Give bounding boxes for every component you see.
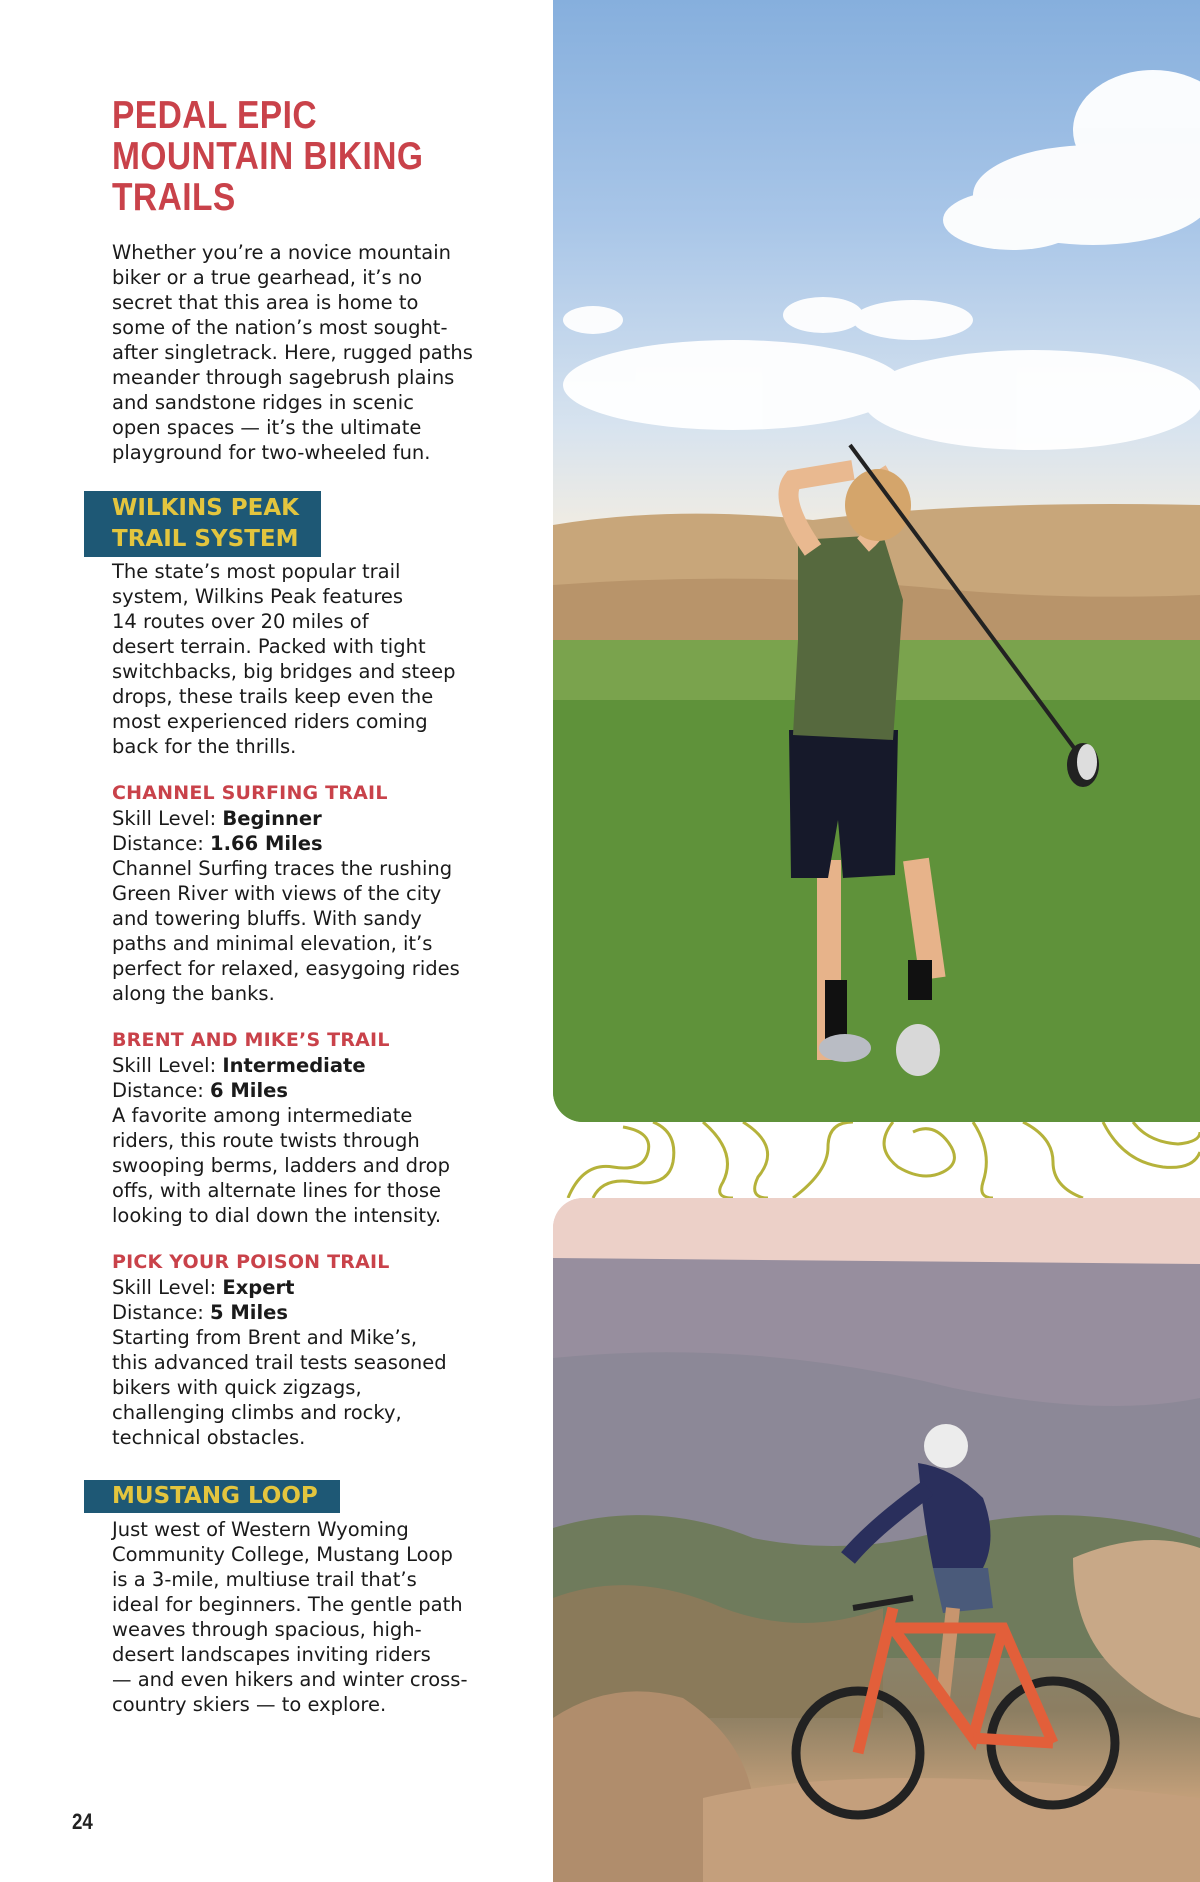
trail-channel-surfing (112, 781, 482, 1006)
distance (112, 1078, 482, 1103)
trail-brent-and-mikes (112, 1028, 482, 1228)
mustang-loop-description: Just west of Western Wyoming Community College, Mustang Loop is a 3-mile, multiuse trail that’s ideal for beginners. The gentle path weaves through spacious, high- desert landscapes inviting riders — and even hikers and winter cross- country skiers — to explore. (112, 1518, 468, 1716)
skill-label: Skill Level: (112, 807, 223, 830)
distance-label: Distance: (112, 1079, 211, 1102)
skill-value: Intermediate (222, 1054, 366, 1077)
page-title (112, 95, 430, 218)
skill-level (112, 1275, 482, 1300)
skill-level (112, 1053, 482, 1078)
mustang-loop-heading: MUSTANG LOOP (84, 1480, 340, 1513)
distance-label: Distance: (112, 1301, 211, 1324)
distance-value: 1.66 Miles (210, 832, 323, 855)
topographic-decoration (553, 1122, 1200, 1198)
golf-photo-illustration (553, 0, 1200, 1122)
golf-photo (553, 0, 1200, 1122)
skill-value: Beginner (222, 807, 322, 830)
skill-value: Expert (222, 1276, 295, 1299)
topo-lines (553, 1122, 1200, 1198)
distance-label: Distance: (112, 832, 211, 855)
skill-label: Skill Level: (112, 1276, 223, 1299)
wilkins-peak-heading: WILKINS PEAK TRAIL SYSTEM (84, 491, 321, 557)
clouds (563, 70, 1200, 450)
trail-name: PICK YOUR POISON TRAIL (112, 1251, 390, 1273)
mountain-bike-photo (553, 1198, 1200, 1882)
trail-description: A favorite among intermediate riders, this route twists through swooping berms, ladders and drop offs, with alternate lines for those looking to dial down the intensity. (112, 1104, 450, 1227)
title-line-3: TRAILS (112, 176, 236, 219)
intro-paragraph: Whether you’re a novice mountain biker or a true gearhead, it’s no secret that this area is home to some of the nation’s most sought- after singletrack. Here, rugged paths meander through sagebrush plains and sandstone ridges in scenic open spaces — it’s the ultimate playground for two-wheeled fun. (112, 241, 473, 464)
title-line-1: PEDAL EPIC (112, 94, 317, 137)
trail-description: Channel Surfing traces the rushing Green River with views of the city and towering bluffs. With sandy paths and minimal elevation, it’s perfect for relaxed, easygoing rides along the banks. (112, 857, 460, 1005)
distance-value: 6 Miles (210, 1079, 289, 1102)
trail-name: CHANNEL SURFING TRAIL (112, 782, 388, 804)
title-line-2: MOUNTAIN BIKING (112, 135, 424, 178)
trail-description: Starting from Brent and Mike’s, this advanced trail tests seasoned bikers with quick zigzags, challenging climbs and rocky, technical obstacles. (112, 1326, 447, 1449)
skill-label: Skill Level: (112, 1054, 223, 1077)
trail-name: BRENT AND MIKE’S TRAIL (112, 1029, 390, 1051)
article-content (112, 95, 482, 1717)
text-column (0, 0, 553, 1882)
distance (112, 831, 482, 856)
skill-level (112, 806, 482, 831)
page-number: 24 (72, 1809, 93, 1834)
bike-photo-illustration (553, 1198, 1200, 1882)
distance-value: 5 Miles (210, 1301, 289, 1324)
trail-pick-your-poison (112, 1250, 482, 1450)
wilkins-peak-description: The state’s most popular trail system, Wilkins Peak features 14 routes over 20 miles of desert terrain. Packed with tight switchbacks, big bridges and steep drops, these trails keep even the most experienced riders coming back for the thrills. (112, 560, 456, 758)
distance (112, 1300, 482, 1325)
